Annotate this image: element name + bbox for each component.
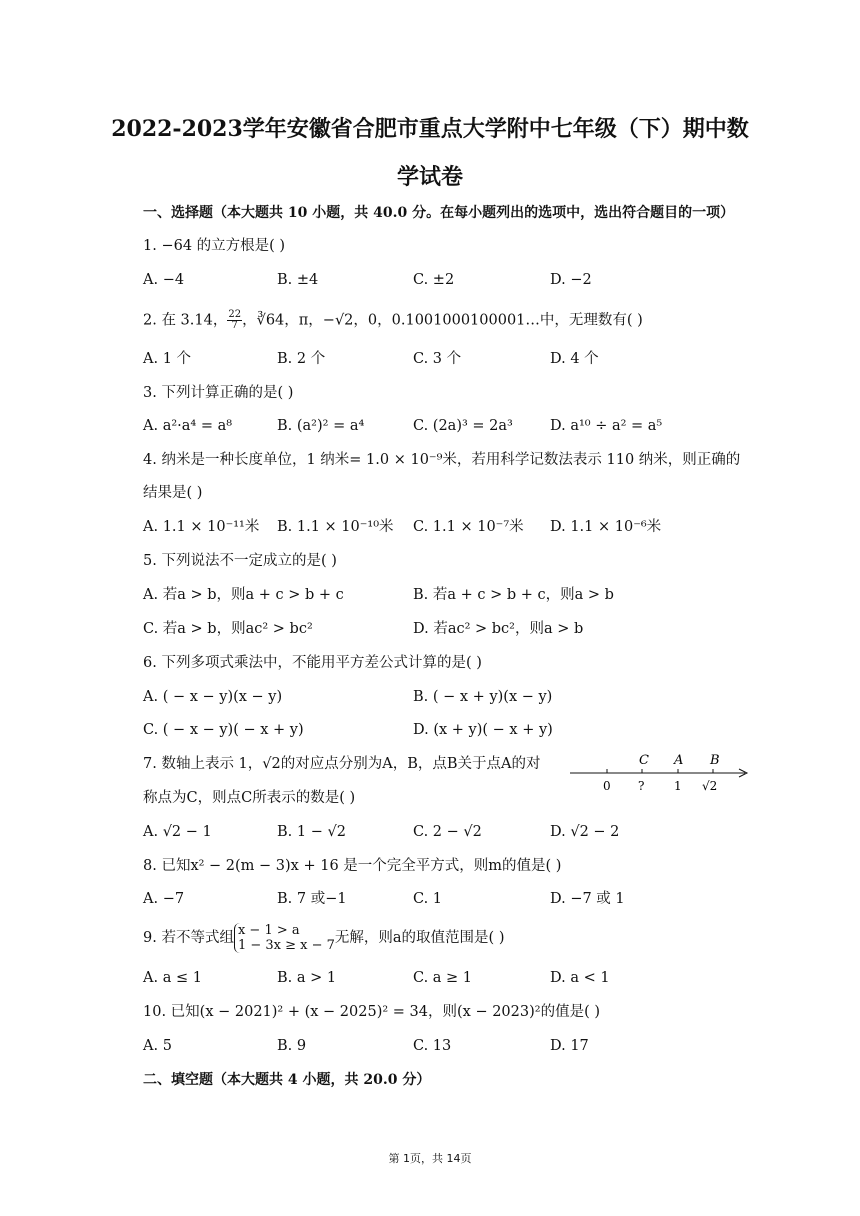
- q1-option-a: A. −4: [143, 272, 185, 288]
- q10-option-c: C. 13: [413, 1038, 452, 1054]
- label-sqrt2: √2: [702, 779, 718, 793]
- document-title-line2: 学试卷: [396, 164, 463, 190]
- q1-option-b: B. ±4: [277, 272, 319, 288]
- q2-option-a: A. 1 个: [143, 351, 192, 367]
- q9-inequality-row1: x − 1 > a: [237, 923, 300, 938]
- section-choice-heading: 一、选择题（本大题共 10 小题，共 40.0 分。在每小题列出的选项中，选出符合题目的一项）: [143, 205, 735, 221]
- q2-option-b: B. 2 个: [277, 351, 326, 367]
- q3-option-a: A. a²·a⁴ = a⁸: [143, 418, 233, 434]
- q3-option-c: C. (2a)³ = 2a³: [413, 418, 513, 434]
- q7-option-d: D. √2 − 2: [550, 824, 620, 840]
- label-zero: 0: [603, 779, 611, 793]
- q1-option-d: D. −2: [550, 272, 592, 288]
- q5-option-c: C. 若a > b，则ac² > bc²: [143, 621, 313, 637]
- section-fill-heading: 二、填空题（本大题共 4 小题，共 20.0 分）: [143, 1072, 431, 1088]
- q9-option-b: B. a > 1: [277, 970, 337, 986]
- q2-option-c: C. 3 个: [413, 351, 462, 367]
- question-5-stem: 5. 下列说法不一定成立的是( ): [143, 553, 337, 569]
- q5-option-b: B. 若a + c > b + c，则a > b: [413, 587, 614, 603]
- question-8-stem: 8. 已知x² − 2(m − 3)x + 16 是一个完全平方式，则m的值是( ): [143, 858, 562, 874]
- q9-inequality-system: [234, 923, 335, 953]
- q9-option-c: C. a ≥ 1: [413, 970, 473, 986]
- page-footer: 第 1页，共 14页: [388, 1152, 472, 1165]
- q6-option-a: A. ( − x − y)(x − y): [143, 689, 283, 705]
- number-line-figure: [565, 748, 755, 796]
- q9-stem-post: 无解，则a的取值范围是( ): [334, 930, 505, 946]
- q9-stem-pre: 9. 若不等式组: [143, 930, 234, 946]
- label-c: C: [639, 753, 649, 768]
- q5-option-a: A. 若a > b，则a + c > b + c: [143, 587, 344, 603]
- label-b: B: [710, 753, 720, 768]
- question-9-stem: [143, 922, 504, 954]
- q9-inequality-row2: 1 − 3x ≥ x − 7: [237, 938, 335, 953]
- question-7-stem-line2: 称点为C，则点C所表示的数是( ): [143, 790, 356, 806]
- q5-option-d: D. 若ac² > bc²，则a > b: [413, 621, 584, 637]
- label-question: ?: [638, 779, 645, 793]
- q1-option-c: C. ±2: [413, 272, 455, 288]
- q10-option-b: B. 9: [277, 1038, 307, 1054]
- q2-fraction: [227, 310, 242, 331]
- label-one: 1: [674, 779, 682, 793]
- q7-option-c: C. 2 − √2: [413, 824, 482, 840]
- q3-option-b: B. (a²)² = a⁴: [277, 418, 365, 434]
- q2-stem-post: ，∛64，π，−√2，0，0.1001000100001…中，无理数有( ): [242, 312, 643, 329]
- q7-option-a: A. √2 − 1: [143, 824, 212, 840]
- q7-option-b: B. 1 − √2: [277, 824, 346, 840]
- q9-option-d: D. a < 1: [550, 970, 610, 986]
- question-4-stem-line2: 结果是( ): [143, 485, 203, 501]
- q4-option-b: B. 1.1 × 10⁻¹⁰米: [277, 519, 394, 535]
- question-4-stem-line1: 4. 纳米是一种长度单位，1 纳米= 1.0 × 10⁻⁹米，若用科学记数法表示 110 纳米，则正确的: [143, 452, 741, 468]
- question-7-stem-line1: 7. 数轴上表示 1，√2的对应点分别为A，B，点B关于点A的对: [143, 756, 541, 772]
- q6-option-d: D. (x + y)( − x + y): [413, 722, 553, 738]
- q8-option-a: A. −7: [143, 891, 185, 907]
- question-10-stem: 10. 已知(x − 2021)² + (x − 2025)² = 34，则(x − 2023)²的值是( ): [143, 1004, 600, 1020]
- q4-option-a: A. 1.1 × 10⁻¹¹米: [143, 519, 260, 535]
- q2-fraction-numerator: 22: [228, 309, 242, 320]
- question-1-stem: 1. −64 的立方根是( ): [143, 238, 286, 254]
- q8-option-d: D. −7 或 1: [550, 891, 625, 907]
- q10-option-a: A. 5: [143, 1038, 172, 1054]
- q2-fraction-denominator: 7: [231, 320, 238, 331]
- q4-option-d: D. 1.1 × 10⁻⁶米: [550, 519, 662, 535]
- q2-option-d: D. 4 个: [550, 351, 599, 367]
- q9-option-a: A. a ≤ 1: [143, 970, 202, 986]
- q4-option-c: C. 1.1 × 10⁻⁷米: [413, 519, 524, 535]
- q10-option-d: D. 17: [550, 1038, 589, 1054]
- label-a: A: [674, 753, 684, 768]
- q3-option-d: D. a¹⁰ ÷ a² = a⁵: [550, 418, 663, 434]
- q6-option-b: B. ( − x + y)(x − y): [413, 689, 553, 705]
- question-3-stem: 3. 下列计算正确的是( ): [143, 385, 294, 401]
- q6-option-c: C. ( − x − y)( − x + y): [143, 722, 304, 738]
- q8-option-c: C. 1: [413, 891, 443, 907]
- question-6-stem: 6. 下列多项式乘法中，不能用平方差公式计算的是( ): [143, 655, 482, 671]
- question-2-stem: [143, 310, 643, 331]
- document-title-line1: 2022-2023学年安徽省合肥市重点大学附中七年级（下）期中数: [111, 116, 749, 142]
- q2-stem-pre: 2. 在 3.14，: [143, 312, 228, 329]
- q8-option-b: B. 7 或−1: [277, 891, 347, 907]
